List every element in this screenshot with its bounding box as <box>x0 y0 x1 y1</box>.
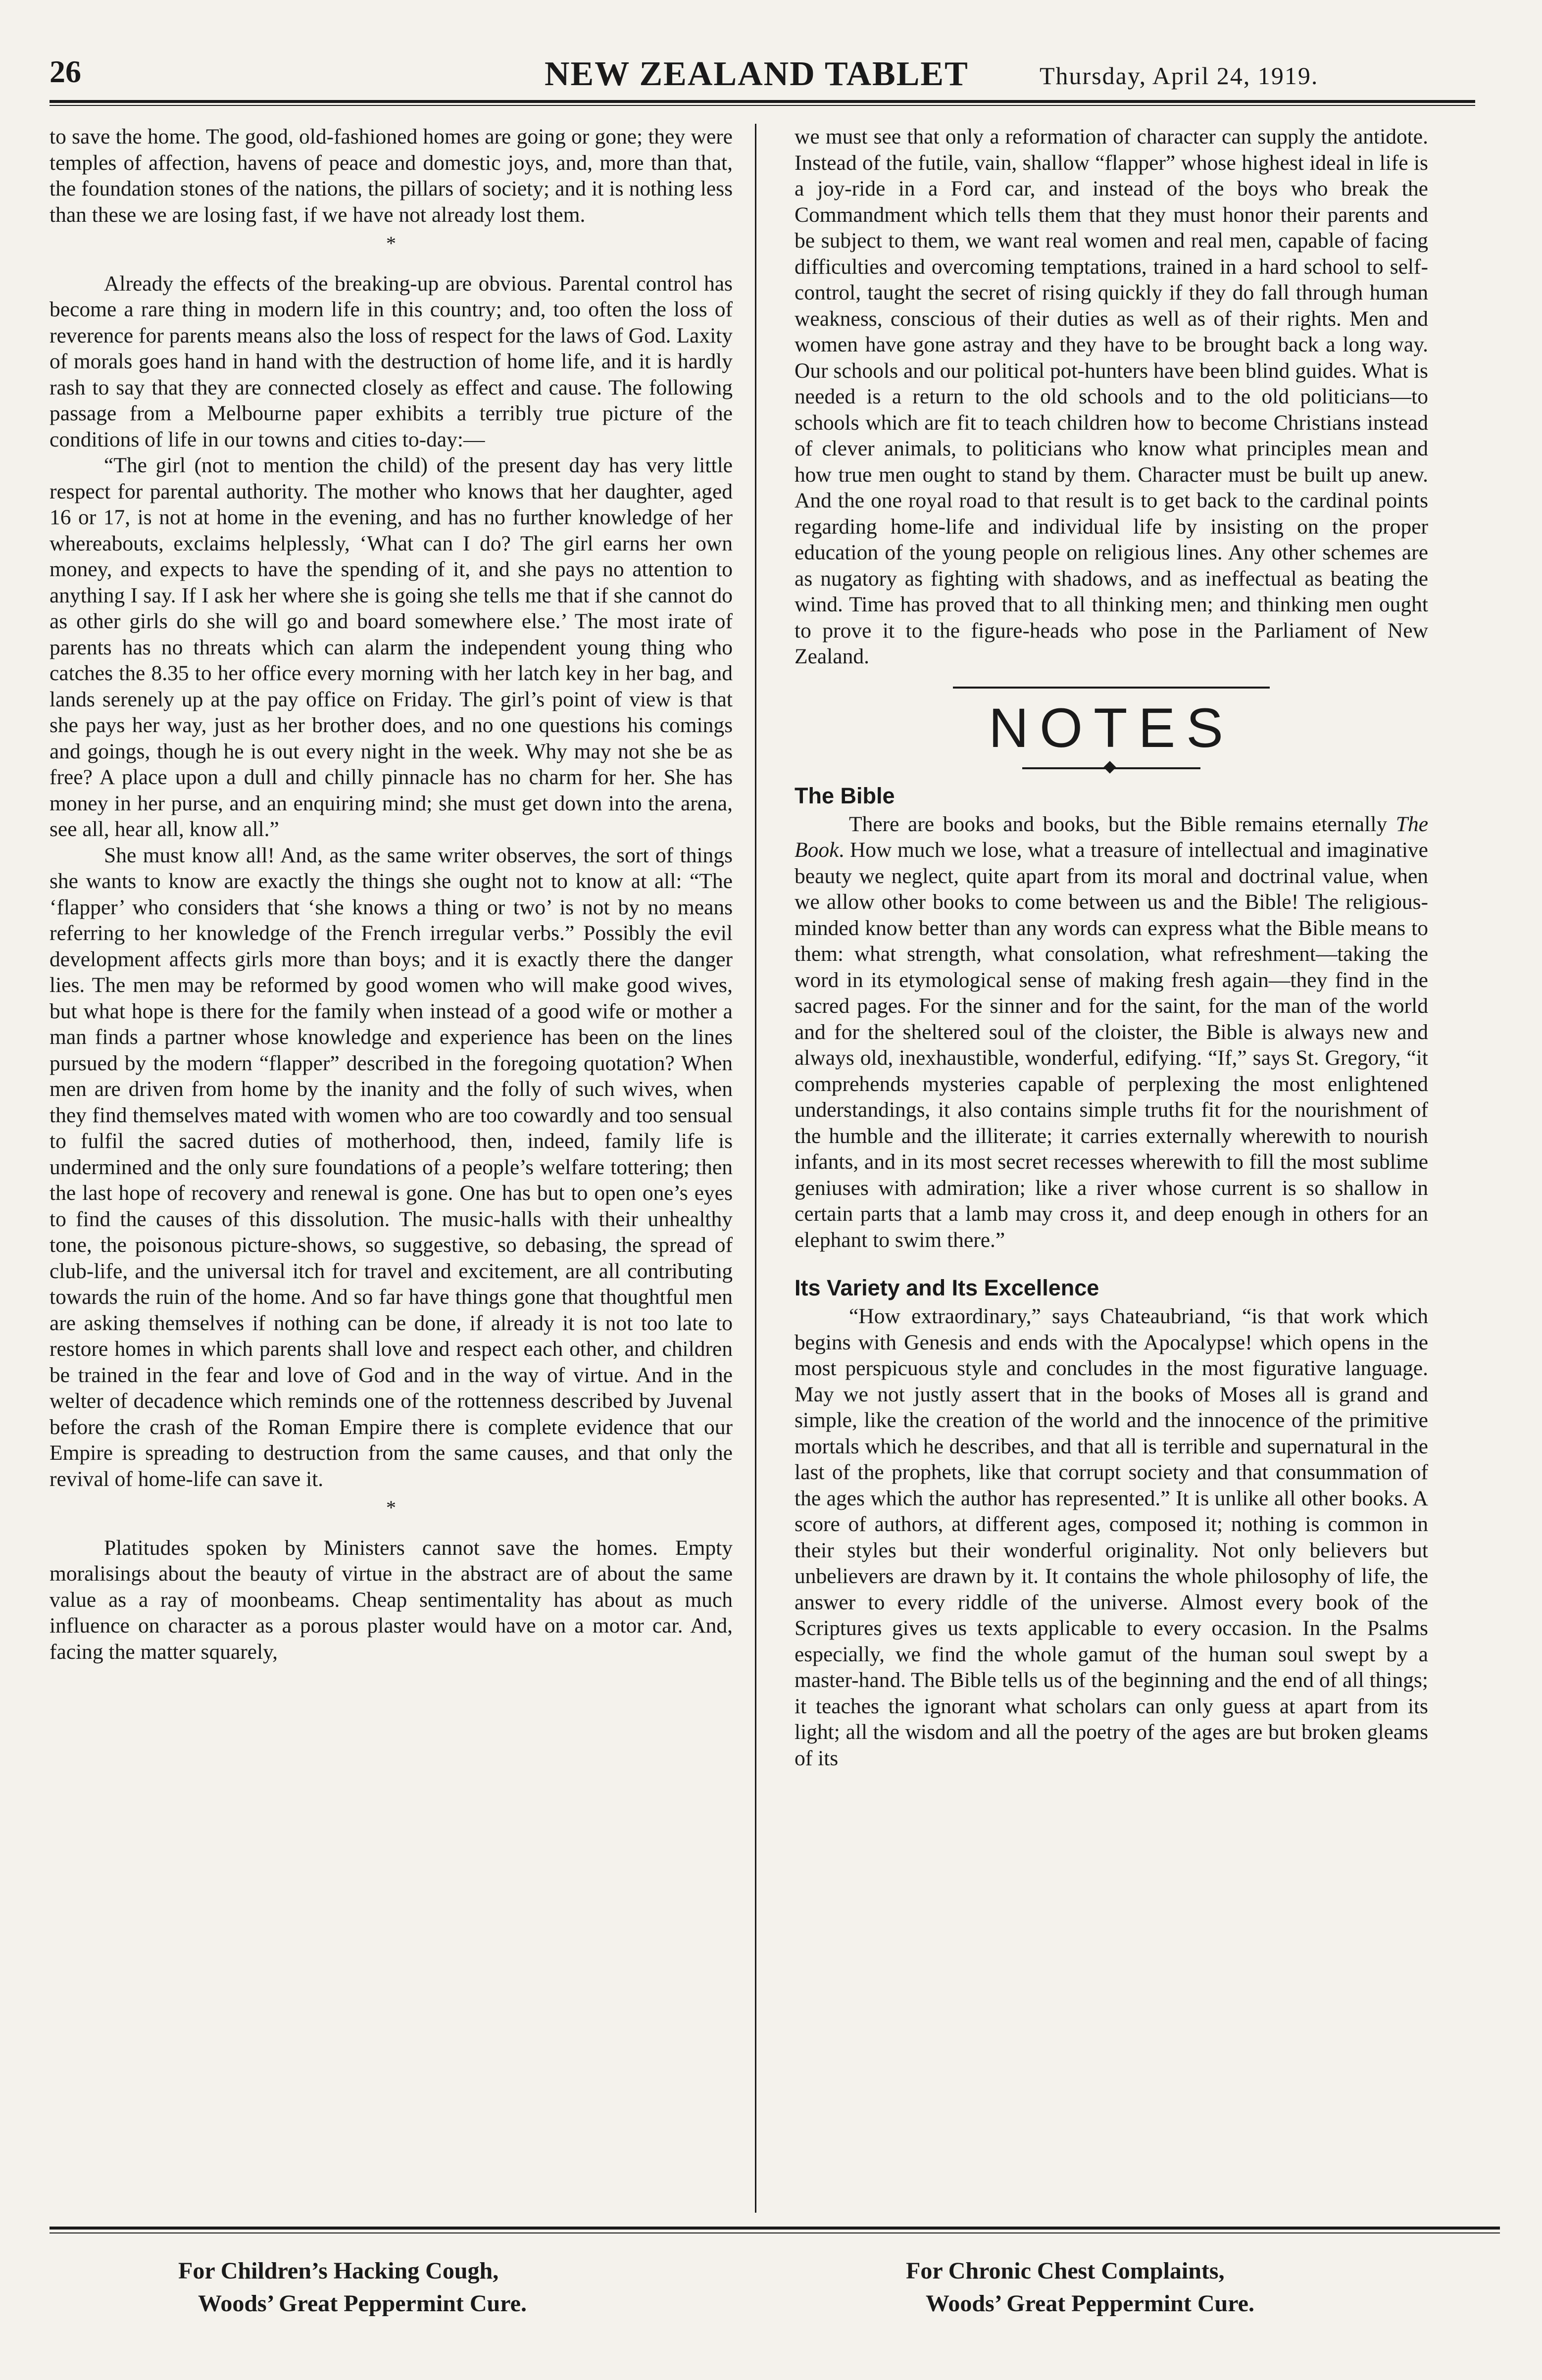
ad-line: Woods’ Great Peppermint Cure. <box>198 2290 527 2317</box>
footer-rule <box>50 2227 1500 2230</box>
notes-heading: NOTES <box>989 696 1234 759</box>
advertisement-left <box>178 2255 527 2320</box>
header-rule-thin <box>50 105 1475 106</box>
article-continuation: we must see that only a reformation of character can supply the antidote. Instead of the futile, vain, shallow “flapper” whose highest ideal in life is a joy-ride in a Ford car, and instead of the boys who break the Commandment which tells them that they must honor their parents and be subject to them, we want real women and real men, capable of facing difficulties and overcoming temptations, trained in a hard school to self-control, taught the secret of rising quickly if they do fall through human weakness, conscious of their duties as well as of their rights. Men and women have gone astray and they have to be brought back a long way. Our schools and our political pot-hunters have been blind guides. What is needed is a return to the old schools and to the old politicians—to schools which are fit to teach children how to become Christians instead of clever animals, to politicians who know what principles mean and how true men ought to stand by them. Character must be built up anew. And the one royal road to that result is to get back to the cardinal points regarding home-life and individual life by insisting on the proper education of the young people on religious lines. Any other schemes are as nugatory as fighting with shadows, and as ineffectual as beating the wind. Time has proved that to all thinking men; and thinking men ought to prove it to the figure-heads who pose in the Parliament of New Zealand. <box>795 125 1428 668</box>
issue-date: Thursday, April 24, 1919. <box>1040 62 1319 90</box>
right-column <box>795 124 1428 1771</box>
section-heading: Its Variety and Its Excellence <box>795 1275 1099 1300</box>
quoted-passage: “The girl (not to mention the child) of the present day has very little respect for parental authority. The mother who knows that her daughter, aged 16 or 17, is not at home in the evening, and has no further knowledge of her whereabouts, exclaims helplessly, ‘What can I do? The girl earns her own money, and expects to have the spending of it, and she pays no attention to anything I say. If I ask her where she is going she tells me that if she cannot do as other girls do she will go and board somewhere else.’ The most irate of parents has no threats which can alarm the independent young thing who catches the 8.35 to her office every morning with her latch key in her bag, and lands serenely up at the pay office on Friday. The girl’s point of view is that she pays her way, just as her brother does, and no one questions his comings and goings, though he is out every night in the week. Why may not she be as free? A place upon a dull and chilly pinnacle has no charm for her. She has money in her purse, and an enquiring mind; she must get down into the arena, see all, hear all, know all.” <box>50 453 733 841</box>
advertisement-right <box>906 2255 1254 2320</box>
ad-line: For Children’s Hacking Cough, <box>178 2258 499 2284</box>
emphasis: The Book <box>795 812 1428 862</box>
section-separator: * <box>386 1496 396 1519</box>
column-divider <box>755 124 756 2213</box>
section-body: “How extraordinary,” says Chateaubriand, “is that work which begins with Genesis and ends with the Apocalypse! which opens in the most perspicuous style and concludes in the most figurative language. May we not justly assert that in the books of Moses all is grand and simple, like the creation of the world and the innocence of the primitive mortals which he describes, and that all is terrible and supernatural in the last of the prophets, like that corrupt society and that consummation of the ages which the author has represented.” It is unlike all other books. A score of authors, at different ages, composed it; nothing is common in their styles but their wonderful originality. Not only believers but unbelievers are drawn by it. It contains the whole philosophy of life, the answer to every riddle of the universe. Almost every book of the Scriptures gives us texts applicable to every occasion. In the Psalms especially, we find the whole gamut of the human soul swept by a master-hand. The Bible tells us of the beginning and the end of all things; it teaches the ignorant what scholars can only guess at apart from its light; all the wisdom and all the poetry of the ages are but broken gleams of its <box>795 1304 1428 1770</box>
footer-rule-thin <box>50 2232 1500 2233</box>
section-body: There are books and books, but the Bible remains eternally The Book. How much we lose, what a treasure of intellectual and imaginative beauty we neglect, quite apart from its moral and doctrinal value, when we allow other books to come between us and the Bible! The religious-minded know better than any words can express what the Bible means to them: what strength, what consolation, what refreshment—taking the word in its etymological sense of making fresh again—they find in the sacred pages. For the sinner and for the saint, for the man of the world and for the sheltered soul of the cloister, the Bible is always new and always old, inexhaustible, wonderful, edifying. “If,” says St. Gregory, “it comprehends mysteries capable of perplexing the most enlightened understandings, it also contains simple truths fit for the nourishment of the humble and the illiterate; it carries externally wherewith to nourish infants, and in its most secret recesses wherewith to fill the most sublime geniuses with admiration; like a river whose current is so shallow in certain parts that a lamb may cross it, and deep enough in others for an elephant to swim there.” <box>795 812 1428 1252</box>
section-heading: The Bible <box>795 783 895 808</box>
article-paragraph: She must know all! And, as the same writer observes, the sort of things she wants to know are exactly the things she ought not to know at all: “The ‘flapper’ who considers that ‘she knows a thing or two’ is not by no means referring to her knowledge of the French irregular verbs.” Possibly the evil development affects girls more than boys; and it is exactly there the danger lies. The men may be reformed by good women who will make good wives, but what hope is there for the family when instead of a good wife or mother a man finds a partner whose knowledge and experience has been on the lines pursued by the modern “flapper” described in the foregoing quotation? When men are driven from home by the inanity and the folly of such wives, when they find themselves mated with women who are too cowardly and too sensual to fulfil the sacred duties of motherhood, then, indeed, family life is undermined and the only sure foundations of a people’s welfare tottering; then the last hope of recovery and renewal is gone. One has but to open one’s eyes to find the causes of this dissolution. The music-halls with their unhealthy tone, the poisonous picture-shows, so suggestive, so debasing, the spread of club-life, and the universal itch for travel and excitement, are all contributing towards the ruin of the home. And so far have things gone that thoughtful men are asking themselves if nothing can be done, if already it is not too late to restore homes in which parents shall love and respect each other, and children be trained in the fear and love of God and in the way of virtue. And in the welter of decadence which reminds one of the rottenness described by Juvenal before the crash of the Roman Empire there is complete evidence that our Empire is spreading to destruction from the same causes, and that only the revival of home-life can save it. <box>50 843 733 1491</box>
notes-rule <box>953 687 1270 689</box>
article-paragraph: to save the home. The good, old-fashioned homes are going or gone; they were temples of affection, havens of peace and domestic joys, and, more than that, the foundation stones of the nations, the pillars of society; and it is nothing less than these we are losing fast, if we have not already lost them. <box>50 125 733 227</box>
article-paragraph: Platitudes spoken by Ministers cannot save the homes. Empty moralisings about the beauty of virtue in the abstract are of about the same value as a ray of moonbeams. Cheap sentimentality has about as much influence on character as a porous plaster would have on a motor car. And, facing the matter squarely, <box>50 1536 733 1664</box>
ad-line: For Chronic Chest Complaints, <box>906 2258 1225 2284</box>
article-paragraph: Already the effects of the breaking-up are obvious. Parental control has become a rare thing in modern life in this country; and, too often the loss of reverence for parents means also the loss of respect for the laws of God. Laxity of morals goes hand in hand with the destruction of home life, and it is hardly rash to say that they are connected closely as effect and cause. The following passage from a Melbourne paper exhibits a terribly true picture of the conditions of life in our towns and cities to-day:— <box>50 271 733 451</box>
diamond-ornament-icon <box>1022 762 1200 775</box>
header-rule <box>50 100 1475 103</box>
page-number: 26 <box>50 54 81 89</box>
ad-line: Woods’ Great Peppermint Cure. <box>926 2290 1254 2317</box>
left-column <box>50 124 733 1665</box>
newspaper-title: NEW ZEALAND TABLET <box>545 55 969 93</box>
section-separator: * <box>386 232 396 254</box>
